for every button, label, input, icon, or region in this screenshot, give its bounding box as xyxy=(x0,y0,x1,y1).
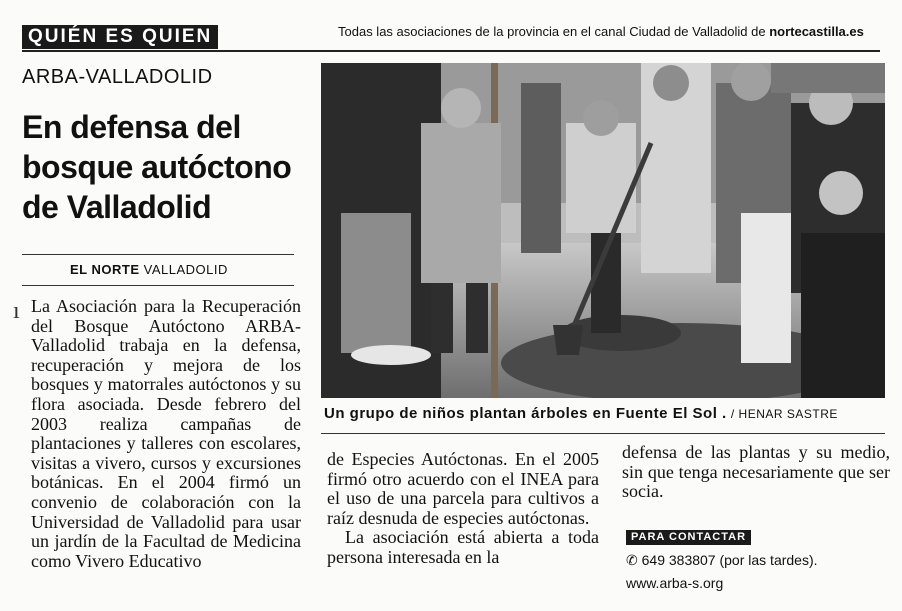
article-column-2 xyxy=(327,450,599,568)
contact-phone xyxy=(626,552,818,569)
column2-p1: de Especies Autóctonas. En el 2005 firmó otro acuerdo con el INEA para el uso de una parcela para cultivos a raíz desnuda de especies autóctonas. xyxy=(327,449,599,528)
byline-city: VALLADOLID xyxy=(143,262,228,277)
caption-text: Un grupo de niños plantan árboles en Fuente El Sol . xyxy=(324,405,727,422)
caption-rule xyxy=(321,433,885,434)
photo-illustration xyxy=(321,63,885,398)
column1-text: La Asociación para la Recuperación del Bosque Autóctono ARBA-Valladolid trabaja en la defensa, recuperación y mejora de los bosques y matorrales autóctonos y su flora asociada. Desde febrero del 2003 realiza campañas de plantaciones y talleres con escolares, visitas a vivero, cursos y excursiones botánicas. En el 2004 firmó un convenio de colaboración con la Universidad de Valladolid para usar un jardín de la Facultad de Medicina como Vivero Educativo xyxy=(31,296,301,571)
tagline-site: nortecastilla.es xyxy=(769,24,864,39)
top-tagline xyxy=(338,24,864,40)
column2-p2: La asociación está abierta a toda persona interesada en la xyxy=(327,527,599,567)
byline-outlet: EL NORTE xyxy=(70,262,140,277)
top-rule xyxy=(22,50,880,52)
phone-icon: ✆ xyxy=(626,552,638,568)
kicker: ARBA-VALLADOLID xyxy=(22,66,213,88)
article-column-3: defensa de las plantas y su medio, sin que tenga necesariamente que ser socia. xyxy=(622,442,890,502)
photo-caption xyxy=(324,405,838,422)
photo-credit: / HENAR SASTRE xyxy=(730,407,838,421)
article-photo xyxy=(321,63,885,398)
tagline-text: Todas las asociaciones de la provincia en el canal Ciudad de Valladolid de xyxy=(338,24,770,39)
byline-rule-bot xyxy=(22,285,294,286)
contact-tag: PARA CONTACTAR xyxy=(626,530,751,545)
byline xyxy=(70,262,228,277)
article-column-1 xyxy=(13,296,301,571)
phone-number: 649 383807 (por las tardes). xyxy=(641,552,818,568)
contact-web[interactable]: www.arba-s.org xyxy=(626,575,724,591)
margin-mark: ı xyxy=(13,298,20,324)
headline: En defensa del bosque autóctono de Valladolid xyxy=(22,109,292,225)
section-tag: QUIÉN ES QUIEN xyxy=(22,25,218,49)
byline-rule-top xyxy=(22,254,294,255)
